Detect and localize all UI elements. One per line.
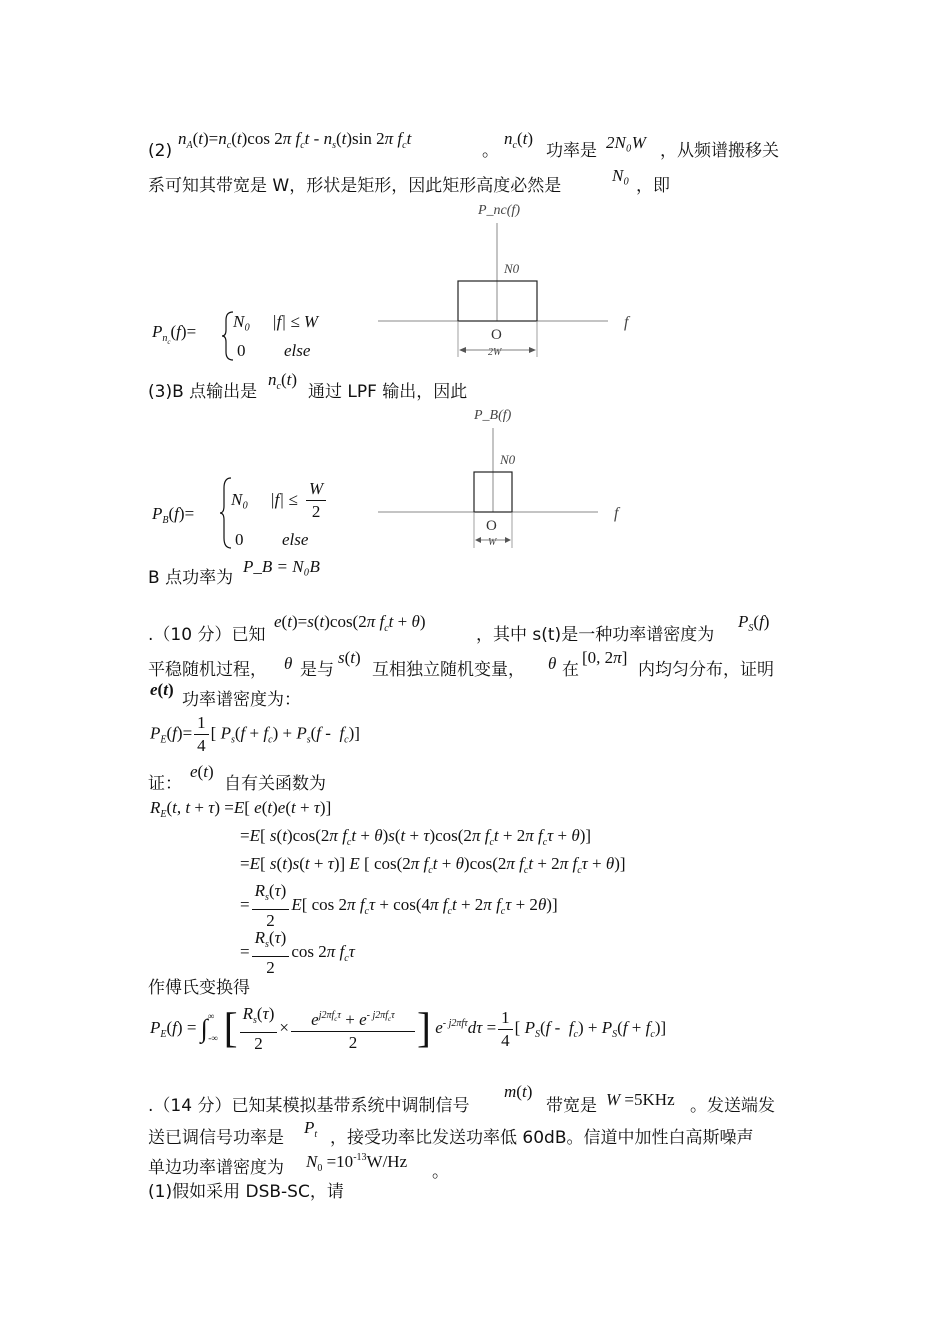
q2-head: .（10 分）已知 — [148, 625, 266, 645]
part3-power-eq: P_B = N₀B — [243, 557, 320, 576]
fig2-xaxis-label: f — [614, 505, 619, 522]
fig1-height: N0 — [504, 261, 520, 276]
pnc-case2-cond: else — [284, 341, 311, 360]
pb-case2-cond: else — [282, 530, 309, 549]
q2-ps: $P_S(f)$ — [738, 612, 770, 634]
proof-r4: = $\frac{R_s(\tau)}{2}$ E[ cos 2π $f_c\tau + \cos(4\pi$ $f_ct + 2\pi$ $f_c\tau + 2\theta$)] — [240, 881, 558, 930]
q2-e-t: e(t) — [150, 680, 174, 699]
figure2-spectrum — [370, 400, 640, 555]
q3-bw-text: 带宽是 — [546, 1096, 597, 1116]
pb-case1-val: N₀ — [231, 490, 249, 509]
q3-bw-eq: W =5KHz — [606, 1090, 675, 1109]
fig1-xaxis-label: f — [624, 314, 629, 331]
pnc-case1-cond: |f| ≤ W — [272, 312, 319, 331]
nc-symbol: $n_c(t)$ — [504, 129, 534, 151]
pb-case1-frac: $\frac{W}{2}$ — [304, 478, 328, 523]
text1-tail: ，从频谱搬移关 — [660, 141, 779, 161]
period: 。 — [482, 141, 499, 161]
fig2-height: N0 — [500, 452, 516, 467]
part3-nc: $n_c(t)$ — [268, 370, 298, 392]
proof-r1: $R_E(t$, t + τ) =E[ e(t)e(t + τ)] — [150, 798, 332, 820]
pb-lhs: $P_B(f)=$ — [152, 504, 195, 526]
q3-m-t: m(t) — [504, 1082, 533, 1101]
part2-label: (2) — [148, 141, 173, 161]
q2-interval: [0, 2π] — [582, 648, 628, 667]
q2-line2e: 内均匀分布，证明 — [638, 660, 774, 680]
n0-symbol: N₀ — [612, 166, 630, 185]
q2-line2b: 是与 — [300, 660, 334, 680]
q2-e-def: e(t)=s(t)cos(2π $f_ct + \theta$) — [274, 612, 426, 634]
q3-n0-eq: $N_0 =10^{-13}W/Hz$ — [306, 1152, 408, 1174]
fig2-origin: O — [486, 518, 497, 534]
proof-r2: =E[ s(t)cos(2π $f_ct + \theta)s(t + \tau)\cos(2\pi$ $f_ct + 2\pi$ $f_c\tau + \theta$)] — [240, 826, 592, 848]
proof-r5: = $\frac{R_s(\tau)}{2}$ cos 2π $f_c\tau$ — [240, 928, 355, 977]
q2-s-t: s(t) — [338, 648, 361, 667]
q2-result: $P_E(f)=$ $\frac{1}{4}$ [ $P_s(f + f_c) + P_s(f - f_c)$] — [150, 713, 360, 755]
pnc-case2-val: 0 — [237, 341, 246, 360]
q3-line2b: ，接受功率比发送功率低 60dB。信道中加性白高斯噪声 — [330, 1128, 754, 1148]
part3-intro-a: (3)B 点输出是 — [148, 382, 258, 402]
proof-e-t: e(t) — [190, 762, 214, 781]
part3-power-text: B 点功率为 — [148, 568, 234, 588]
ft-text: 作傅氏变换得 — [148, 978, 250, 998]
proof-head: 证： — [148, 774, 182, 794]
fig1-origin: O — [491, 327, 502, 343]
q3-line2a: 送已调信号功率是 — [148, 1128, 284, 1148]
q3-pt: $P_t$ — [304, 1118, 318, 1140]
q2-mid: ，其中 s(t)是一种功率谱密度为 — [476, 625, 715, 645]
q2-theta: θ — [284, 654, 293, 673]
q3-line3a: 单边功率谱密度为 — [148, 1158, 284, 1178]
figure1-spectrum — [370, 195, 650, 370]
q3-line3b: 。 — [432, 1162, 449, 1182]
part3-intro-b: 通过 LPF 输出，因此 — [308, 382, 468, 402]
proof-head-tail: 自有关函数为 — [224, 774, 326, 794]
pb-case2-val: 0 — [235, 530, 244, 549]
ft-equation: $P_E(f) = \int^\infty_{-\infty}$ [ $\frac{R_s(\tau)}{2}$ × $\frac{e^{j2\pi f_c\tau} + e^{- j2\pi f_c\tau}}{2}$ ] $e^{- j2\pi f\tau}d\tau$ = $\frac{1}{4}$ [ $P_S(f - f_c) + P_S(f + f_c)$] — [150, 1004, 667, 1053]
pb-case1-cond: |f| ≤ — [270, 490, 298, 509]
power-text: 功率是 — [546, 141, 597, 161]
q2-line3: 功率谱密度为： — [182, 690, 301, 710]
power-value: 2N₀W — [606, 133, 646, 152]
text2-tail: ，即 — [636, 176, 670, 196]
q3-head: .（14 分）已知某模拟基带系统中调制信号 — [148, 1096, 470, 1116]
q3-tail1: 。发送端发 — [690, 1096, 775, 1116]
fig2-width: W — [488, 537, 497, 548]
q2-line2d: 在 — [562, 660, 579, 680]
q2-theta-2: θ — [548, 654, 557, 673]
eq-na: $n_A(t)=n_c(t)\cos$ 2π $f_ct - n_s(t)\sin$ 2π $f_ct$ — [178, 129, 412, 151]
q2-line2c: 互相独立随机变量， — [372, 660, 525, 680]
q2-line2a: 平稳随机过程， — [148, 660, 267, 680]
pnc-lhs: $P_{n_c}(f)=$ — [152, 322, 197, 346]
fig2-ylabel: P_B(f) — [474, 408, 512, 423]
pb-brace — [219, 476, 233, 550]
fig1-width: 2W — [488, 347, 502, 358]
pnc-case1-val: N₀ — [233, 312, 251, 331]
proof-r3: =E[ s(t)s(t + τ)] E [ cos(2π $f_ct + \theta)\cos(2\pi$ $f_ct + 2\pi$ $f_c\tau + \theta$)] — [240, 854, 626, 876]
fig1-ylabel: P_nc(f) — [478, 203, 520, 218]
part2-text2: 系可知其带宽是 W，形状是矩形，因此矩形高度必然是 — [148, 176, 562, 196]
q3-line4: (1)假如采用 DSB-SC，请 — [148, 1182, 344, 1202]
